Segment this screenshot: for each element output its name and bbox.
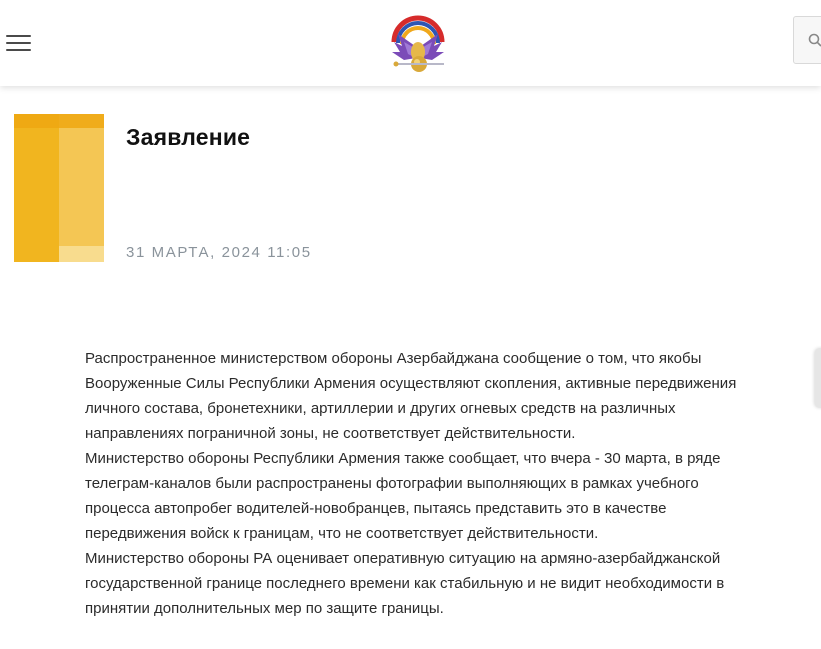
article-line: Распространенное министерством обороны Азербайджана сообщение о том, что якобы [85, 350, 702, 367]
article-date: 31 МАРТА, 2024 11:05 [126, 244, 312, 261]
emblem-icon [386, 12, 450, 76]
article-line: процесса автопробег водителей-новобранцев, пытаясь представить это в качестве [85, 500, 667, 517]
article-line: телеграм-каналов были распространены фотографии выполняющих в рамках учебного [85, 475, 699, 492]
article-line: личного состава, бронетехники, артиллерии и других огневых средств на различных [85, 400, 676, 417]
article-line: передвижения войск к границам, что не соответствует действительности. [85, 525, 599, 542]
article-title: Заявление [126, 124, 251, 150]
article-line: направлениях пограничной зоны, не соответствует действительности. [85, 425, 576, 442]
article-line: Министерство обороны Республики Армения также сообщает, что вчера - 30 марта, в ряде [85, 450, 721, 467]
thumbnail-right-panel [59, 114, 104, 262]
article-line: государственной границе последнего времени как стабильную и не видит необходимости в [85, 575, 725, 592]
thumbnail-left-panel [14, 114, 59, 262]
thumbnail-bottom-strip [59, 246, 104, 262]
site-header [0, 0, 821, 86]
ministry-emblem-logo[interactable] [386, 12, 450, 76]
search-icon [808, 33, 821, 47]
article-line: Министерство обороны РА оценивает оперативную ситуацию на армяно-азербайджанской [85, 550, 721, 567]
article-line: Вооруженные Силы Республики Армения осуществляют скопления, активные передвижения [85, 375, 737, 392]
thumbnail-top-strip [14, 114, 104, 128]
article-line: принятии дополнительных мер по защите границы. [85, 600, 444, 617]
search-button[interactable] [793, 16, 821, 64]
hamburger-menu-icon[interactable] [6, 32, 32, 52]
article-body [85, 346, 775, 621]
article-thumbnail[interactable] [14, 114, 104, 262]
side-scroll-tab[interactable] [815, 348, 821, 408]
